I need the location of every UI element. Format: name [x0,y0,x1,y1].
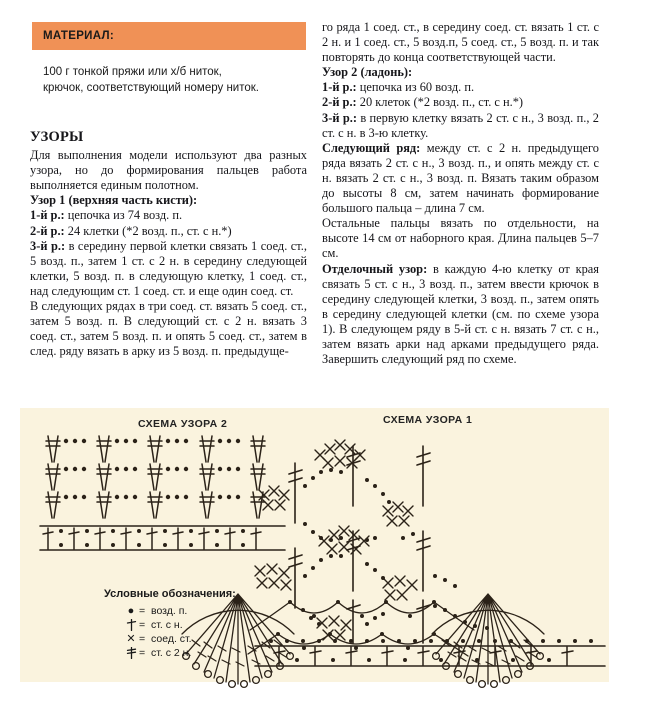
legend-equals: = [139,647,146,659]
dot-icon: ● [127,604,135,617]
pattern2-next-row-lead: Следующий ряд: [322,140,421,155]
pattern1-row3-lead: 3-й р.: [30,238,66,253]
legend-label-chain: возд. п. [151,605,188,617]
legend-equals: = [139,619,146,631]
pattern1-row2-text: 24 клетки (*2 возд. п., ст. с н.*) [64,223,232,238]
pattern1-row2-lead: 2-й р.: [30,223,65,238]
legend-box [83,588,268,660]
scheme2-title: СХЕМА УЗОРА 2 [138,418,228,430]
patterns-intro: Для выполнения модели используют два разных узора, но до формирования пальцев работа выполняется единым полотном. [30,148,307,193]
single-bar-icon [123,619,139,631]
pattern2-row3-text: в первую клетку вязать 2 ст. с н., 3 возд. п., 2 ст. с н. в 3-ю клетку. [322,110,599,140]
pattern1-row3 [30,239,307,299]
pattern2-row3-lead: 3-й р.: [322,110,357,125]
material-line-1: 100 г тонкой пряжи или х/б ниток, [43,66,222,78]
material-line-2: крючок, соответствующий номеру ниток. [43,82,259,94]
pattern1-row3-continued: В следующих рядах в три соед. ст. вязать 5 соед. ст., затем 5 возд. п. В следующий ст. с 2 н. вязать 3 соед. ст., затем 5 возд. п. и опять 5 соед. ст., затем в след. ряду вязать в арку из 5 возд. п. предыдуще- [30,299,307,359]
legend-row-slip [123,632,268,646]
legend-title: Условные обозначения: [104,588,236,600]
material-box [32,22,306,104]
pattern1-row1-lead: 1-й р.: [30,208,65,223]
legend-equals: = [139,633,146,645]
cross-icon: ✕ [126,632,136,645]
crochet-diagram-panel [20,408,609,682]
right-text-column [322,20,599,367]
pattern1-row1-text: цепочка из 74 возд. п. [64,208,183,223]
pattern2-row1 [322,80,599,95]
patterns-heading: УЗОРЫ [30,129,84,145]
pattern2-row2 [322,95,599,110]
pattern2-row2-lead: 2-й р.: [322,95,357,110]
material-header-label: МАТЕРИАЛ: [43,30,114,42]
pattern1-row1 [30,208,307,223]
pattern2-title: Узор 2 (ладонь): [322,65,413,80]
pattern2-row1-text: цепочка из 60 возд. п. [356,80,475,95]
pattern1-row3-text: в середину первой клетки связать 1 соед. ст., 5 возд. п., затем 1 ст. с 2 н. в середину следующей клетки, 5 возд. п. в следующую клетку, 1 соед. ст., над следующим ст. 1 соед. ст. и еще один соед. ст. [30,238,307,298]
material-header-bar [32,22,306,50]
pattern1-row2 [30,224,307,239]
scheme1-title: СХЕМА УЗОРА 1 [383,414,473,426]
pattern2-row1-lead: 1-й р.: [322,80,357,95]
trim-pattern-text: в каждую 4-ю клетку от края связать 5 ст. с н., 3 возд. п., затем ввести крючок в середину следующей клетки, 3 возд. п., затем опять в середину следующей клетки (см. по схеме узора 1). В следующем ряду в 5-й ст. с н. вязать 7 ст. с н., затем вязать арки над арками предыдущего ряда. Завершить следующий ряд по схеме. [322,261,599,367]
pattern1-title: Узор 1 (верхняя часть кисти): [30,193,198,208]
trim-pattern [322,262,599,368]
trim-pattern-lead: Отделочный узор: [322,261,428,276]
legend-row-single [123,618,268,632]
legend-label-double: ст. с 2 н. [151,647,192,659]
material-body [32,50,306,104]
pattern1-continuation: го ряда 1 соед. ст., в середину соед. ст. вязать 1 ст. с 2 н. и 1 соед. ст., 5 возд.п, 5 соед. ст., 5 возд. п. и так повторять до конца соответствующей части. [322,20,599,65]
pattern2-row2-text: 20 клеток (*2 возд. п., ст. с н.*) [356,95,524,110]
pattern2-next-row [322,141,599,216]
legend-equals: = [139,605,146,617]
pattern2-row3 [322,111,599,141]
legend-label-single: ст. с н. [151,619,183,631]
legend-row-chain [123,604,268,618]
fingers-instructions: Остальные пальцы вязать по отдельности, на высоте 14 см от наборного края. Длина пальцев 5–7 см. [322,216,599,261]
legend-label-slip: соед. ст. [151,633,192,645]
double-bar-icon [123,647,139,659]
legend-row-double [123,646,268,660]
left-text-column [30,130,307,359]
pattern2-next-row-text: между ст. с 2 н. предыдущего ряда вязать 2 ст. с н., 3 возд. п., и опять между ст. с н. вязать 2 ст. с н., 3 возд. п. Вязать таким образом до высоты 8 см, затем начинать формирование большого пальца – длина 7 см. [322,140,599,216]
